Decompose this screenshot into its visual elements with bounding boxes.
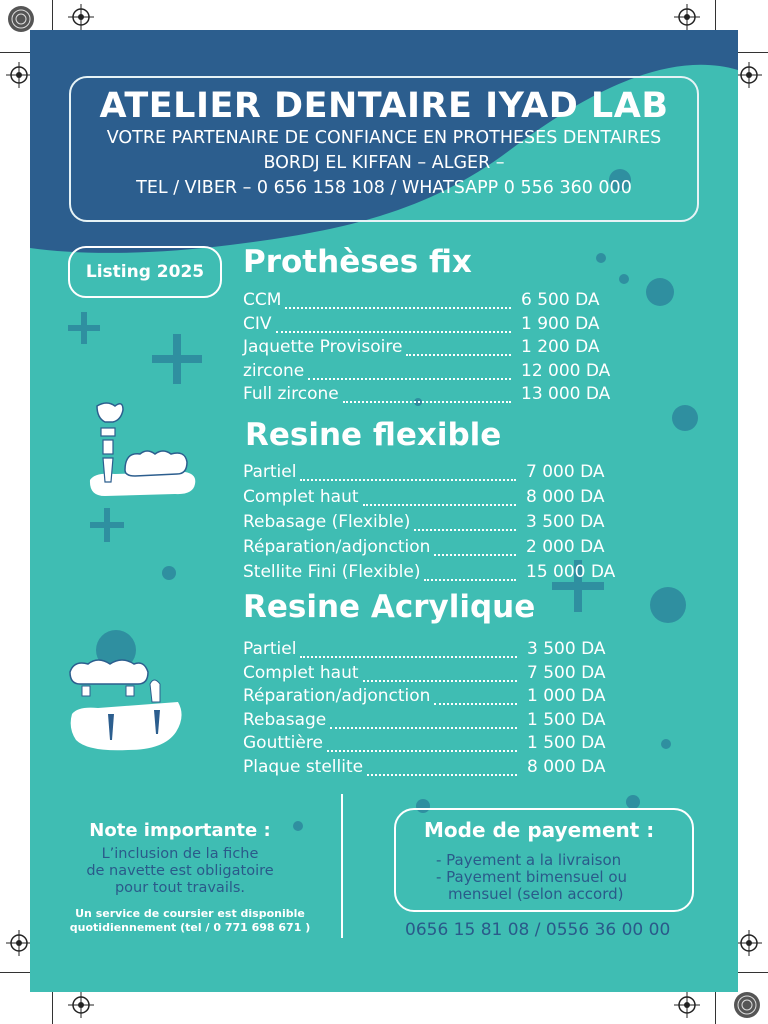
dot-leader [434,679,517,705]
dot-leader [424,555,516,581]
payment-item: mensuel (selon accord) [448,885,624,903]
registration-mark-icon [732,990,762,1020]
dot-leader [414,505,516,531]
tagline: VOTRE PARTENAIRE DE CONFIANCE EN PROTHESES DENTAIRES [106,128,662,148]
item-price: 3 500 DA [526,512,605,532]
section-title-resine-acrylique: Resine Acrylique [243,589,536,625]
payment-title: Mode de payement : [424,818,655,842]
dot-leader [327,726,517,752]
payment-box [394,808,694,912]
item-label: Partiel [243,639,297,659]
dot-leader [363,480,516,506]
item-price: 8 000 DA [526,487,605,507]
item-price: 13 000 DA [521,384,611,404]
section-title-protheses-fix: Prothèses fix [243,244,472,280]
contact-numbers: TEL / VIBER – 0 656 158 108 / WHATSAPP 0 556 360 000 [136,178,632,198]
courier-line: quotidiennement (tel / 0 771 698 671 ) [69,921,311,934]
dental-implant-icon [85,400,200,500]
vertical-divider [341,794,343,938]
section-title-resine-flexible: Resine flexible [245,417,502,453]
item-label: Partiel [243,462,297,482]
courier-line: Un service de coursier est disponible [75,907,305,920]
item-label: Complet haut [243,662,359,683]
dot-leader [363,656,517,682]
crop-mark [715,0,716,30]
crop-mark [738,52,768,53]
item-label: Réparation/adjonction [243,537,431,557]
note-line: pour tout travails. [114,880,246,896]
dot-leader [434,530,516,556]
item-label: Rebasage (Flexible) [243,512,411,532]
registration-mark-icon [68,992,94,1018]
dot-leader [308,354,511,380]
item-price: 1 000 DA [527,686,606,706]
item-label: Complet haut [243,487,359,507]
registration-mark-icon [736,62,762,88]
registration-mark-icon [6,930,32,956]
registration-mark-icon [6,62,32,88]
header-box [69,76,699,222]
crop-mark [0,52,30,53]
dental-bridge-icon [68,654,188,754]
item-label: Stellite Fini (Flexible) [243,562,421,582]
note-line: de navette est obligatoire [86,863,274,879]
crop-mark [52,992,53,1024]
price-list-poster [30,30,738,992]
dot-leader [367,750,517,776]
item-price: 1 900 DA [521,313,600,334]
registration-mark-icon [674,4,700,30]
price-row [243,560,663,584]
plus-decoration-icon [150,332,204,386]
payment-phones: 0656 15 81 08 / 0556 36 00 00 [405,920,671,940]
dot-leader [343,377,511,403]
dot-leader [276,307,511,333]
note-title: Note importante : [89,820,271,841]
dot-leader [300,632,517,658]
item-label: CCM [243,290,282,310]
note-body [70,846,290,897]
item-price: 1 500 DA [527,709,606,730]
courier-note [60,907,320,935]
item-price: 7 000 DA [526,462,605,482]
item-label: zircone [243,360,305,381]
item-label: Plaque stellite [243,756,364,777]
item-label: Rebasage [243,709,327,730]
item-price: 1 200 DA [521,337,600,357]
payment-item: - Payement a la livraison [436,851,622,869]
item-price: 8 000 DA [527,756,606,777]
item-price: 3 500 DA [527,639,606,659]
lab-name: ATELIER DENTAIRE IYAD LAB [99,86,669,126]
registration-mark-icon [674,992,700,1018]
item-price: 2 000 DA [526,537,605,557]
price-row [243,382,663,406]
price-row [243,755,663,779]
item-label: CIV [243,313,272,334]
item-price: 7 500 DA [527,662,606,683]
crop-mark [0,972,30,973]
note-line: L’inclusion de la fiche [101,846,259,862]
dot-leader [285,283,511,309]
crop-mark [738,972,768,973]
item-price: 12 000 DA [521,360,611,381]
dot-leader [300,455,516,481]
item-price: 6 500 DA [521,290,600,310]
plus-decoration-icon [88,506,126,544]
item-label: Jaquette Provisoire [243,337,403,357]
dot-leader [406,330,511,356]
registration-mark-icon [68,4,94,30]
item-label: Full zircone [243,384,339,404]
item-price: 1 500 DA [527,733,606,753]
address: BORDJ EL KIFFAN – ALGER – [263,153,505,173]
plus-decoration-icon [66,310,102,346]
crop-mark [715,992,716,1024]
payment-item: - Payement bimensuel ou [436,868,628,886]
crop-mark [52,0,53,30]
registration-mark-icon [736,930,762,956]
listing-badge: Listing 2025 [68,246,222,298]
item-label: Gouttière [243,733,323,753]
item-label: Réparation/adjonction [243,686,431,706]
item-price: 15 000 DA [526,562,616,582]
dot-leader [330,703,517,729]
